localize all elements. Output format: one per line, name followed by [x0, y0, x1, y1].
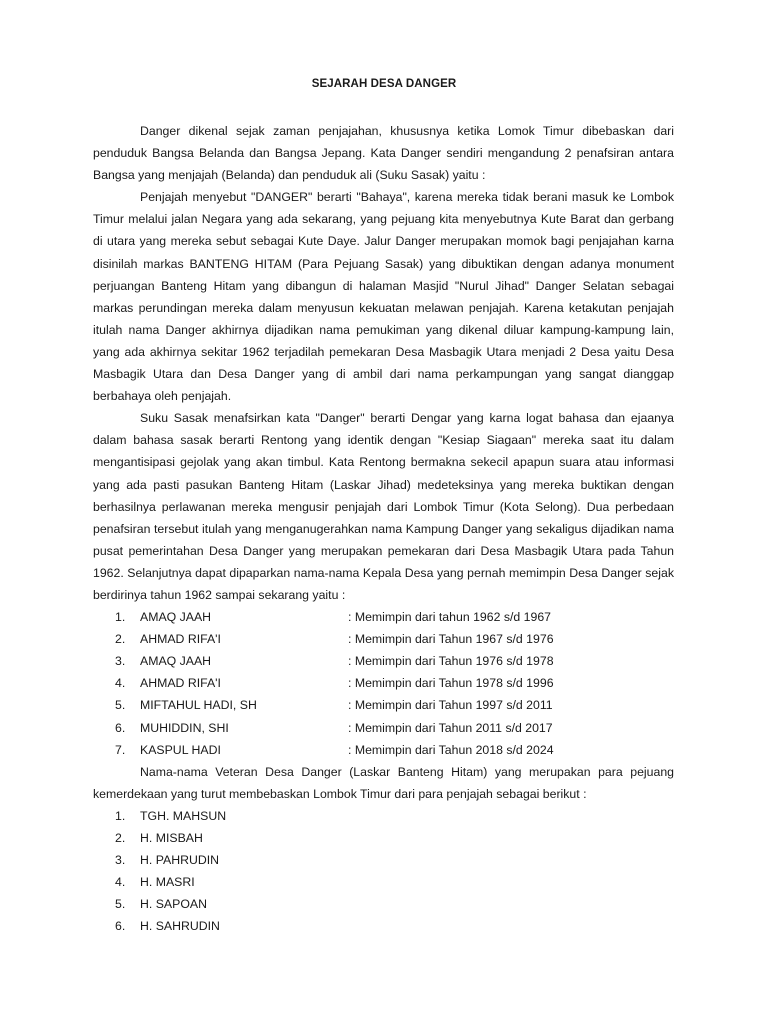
veteran-name: H. SAPOAN: [140, 897, 207, 912]
village-head-item: [93, 694, 674, 716]
document-title: SEJARAH DESA DANGER: [311, 78, 457, 90]
veteran-item: [93, 915, 674, 937]
list-number: 4.: [115, 875, 126, 890]
veteran-item: [93, 805, 674, 827]
veteran-item: [93, 893, 674, 915]
paragraph-veterans: Nama-nama Veteran Desa Danger (Laskar Banteng Hitam) yang merupakan para pejuang kemerdekaan yang turut membebaskan Lombok Timur dari para penjajah sebagai berikut :: [93, 764, 674, 801]
list-number: 6.: [115, 919, 126, 934]
list-number: 1.: [115, 808, 126, 823]
village-heads-list: [93, 606, 674, 761]
list-number: 2.: [115, 831, 126, 845]
village-head-term: : Memimpin dari Tahun 1976 s/d 1978: [348, 654, 554, 669]
veteran-name: H. MASRI: [140, 875, 195, 890]
village-head-item: [93, 717, 674, 739]
list-number: 3.: [115, 853, 126, 868]
village-head-name: AMAQ JAAH: [140, 610, 212, 625]
village-head-term: : Memimpin dari tahun 1962 s/d 1967: [348, 610, 552, 625]
village-head-term: : Memimpin dari Tahun 1978 s/d 1996: [348, 676, 554, 691]
list-number: 2.: [115, 632, 126, 647]
veteran-item: [93, 871, 674, 893]
veterans-list: [93, 805, 674, 938]
list-number: 5.: [115, 698, 126, 713]
paragraph-penjajah: Penjajah menyebut "DANGER" berarti "Bahaya", karena mereka tidak berani masuk ke Lombok Timur melalui jalan Negara yang ada sekarang, yang pejuang kita menyebutnya Kute Barat dan gerbang di utara yang mereka sebut sebagai Kute Daye. Jalur Danger merupakan momok bagi penjajahan karna disinilah markas BANTENG HITAM (Para Pejuang Sasak) yang dibuktikan dengan adanya monument perjuangan Banteng Hitam yang dibangun di halaman Masjid "Nurul Jihad" Danger Selatan sebagai markas perundingan mereka dalam menyusun kekuatan melawan penjajah. Karena ketakutan penjajah itulah nama Danger akhirnya dijadikan nama pemukiman yang dikenal diluar kampung-kampung lain, yang ada akhirnya sekitar 1962 terjadilah pemekaran Desa Masbagik Utara menjadi 2 Desa yaitu Desa Masbagik Utara dan Desa Danger yang di ambil dari nama perkampungan yang sangat dianggap berbahaya oleh penjajah.: [93, 190, 674, 404]
village-head-item: [93, 650, 674, 672]
veteran-name: H. PAHRUDIN: [140, 853, 220, 868]
veteran-name: H. MISBAH: [140, 831, 203, 845]
list-number: 6.: [115, 720, 126, 735]
village-head-item: [93, 606, 674, 628]
list-number: 7.: [115, 742, 126, 757]
village-head-term: : Memimpin dari Tahun 1967 s/d 1976: [348, 632, 554, 647]
village-head-item: [93, 672, 674, 694]
list-number: 1.: [115, 610, 126, 625]
village-head-term: : Memimpin dari Tahun 2011 s/d 2017: [348, 720, 553, 735]
village-head-name: AHMAD RIFA'I: [140, 676, 221, 691]
list-number: 4.: [115, 676, 126, 691]
village-head-term: : Memimpin dari Tahun 1997 s/d 2011: [348, 698, 553, 713]
document-body: [93, 120, 674, 937]
veteran-item: [93, 849, 674, 871]
list-number: 5.: [115, 897, 126, 912]
village-head-name: MIFTAHUL HADI, SH: [140, 698, 257, 713]
village-head-name: AMAQ JAAH: [140, 654, 212, 669]
village-head-item: [93, 739, 674, 761]
village-head-name: MUHIDDIN, SHI: [140, 720, 229, 735]
veteran-item: [93, 827, 674, 849]
village-head-term: : Memimpin dari Tahun 2018 s/d 2024: [348, 742, 554, 757]
veteran-name: H. SAHRUDIN: [140, 919, 220, 934]
list-number: 3.: [115, 654, 126, 669]
village-head-item: [93, 628, 674, 650]
veteran-name: TGH. MAHSUN: [140, 808, 227, 823]
paragraph-intro: Danger dikenal sejak zaman penjajahan, khususnya ketika Lomok Timur dibebaskan dari penduduk Bangsa Belanda dan Bangsa Jepang. Kata Danger sendiri mengandung 2 penafsiran antara Bangsa yang menjajah (Belanda) dan penduduk ali (Suku Sasak) yaitu :: [93, 124, 674, 183]
village-head-name: KASPUL HADI: [140, 742, 221, 757]
paragraph-suku-sasak: Suku Sasak menafsirkan kata "Danger" berarti Dengar yang karna logat bahasa dan ejaanya dalam bahasa sasak berarti Rentong yang identik dengan "Kesiap Siagaan" mereka saat itu dalam mengantisipasi gejolak yang akan timbul. Kata Rentong bermakna sekecil apapun suara atau informasi yang ada pasti pasukan Banteng Hitam (Laskar Jihad) medeteksinya yang mereka buktikan dengan berhasilnya perlawanan mereka mengusir penjajah dari Lombok Timur (Kota Selong). Dua perbedaan penafsiran tersebut itulah yang menganugerahkan nama Kampung Danger yang sekaligus dijadikan nama pusat pemerintahan Desa Danger yang merupakan pemekaran dari Desa Masbagik Utara pada Tahun 1962. Selanjutnya dapat dipaparkan nama-nama Kepala Desa yang pernah memimpin Desa Danger sejak berdirinya tahun 1962 sampai sekarang yaitu :: [93, 411, 674, 602]
village-head-name: AHMAD RIFA'I: [140, 632, 221, 647]
